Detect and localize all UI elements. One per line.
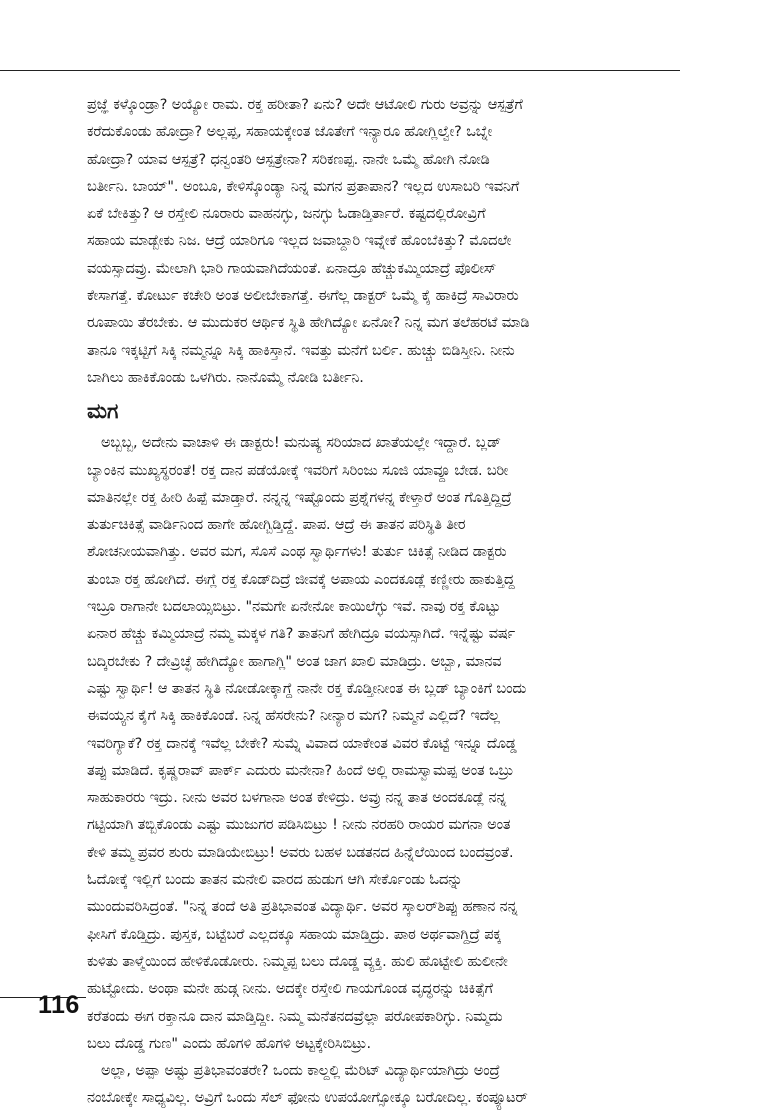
text-line: ಕರೆದುಕೊಂಡು ಹೋದ್ರಾ? ಅಲ್ಲಪ್ಪ, ಸಹಾಯಕ್ಕೇಂತ ಜೊತೇಗೆ ಇನ್ಯಾರೂ ಹೋಗ್ಲಿಲ್ವೇ? ಒಬ್ನೇ bbox=[87, 124, 493, 141]
text-line: ಬಲು ದೊಡ್ಡ ಗುಣ" ಎಂದು ಹೊಗಳಿ ಹೊಗಳಿ ಅಟ್ಟಕ್ಕೇರಿಸಿಬಿಟ್ರು. bbox=[87, 1035, 371, 1052]
text-line: ಅಲ್ಲಾ, ಅಪ್ಪಾ ಅಷ್ಟು ಪ್ರತಿಭಾವಂತರೇ? ಒಂದು ಕಾಲ್ದಲ್ಲಿ ಮೆರಿಟ್ ವಿದ್ಯಾರ್ಥಿಯಾಗಿದ್ರು ಅಂದ್ರೆ bbox=[101, 1063, 500, 1080]
text-line: ಗಟ್ಟಿಯಾಗಿ ತಬ್ಬಿಕೊಂಡು ಎಷ್ಟು ಮುಜುಗರ ಪಡಿಸಿಬಿಟ್ರು ! ನೀನು ನರಹರಿ ರಾಯರ ಮಗನಾ ಅಂತ bbox=[87, 817, 511, 834]
text-line: ಮಾತಿನಲ್ಲೇ ರಕ್ತ ಹೀರಿ ಹಿಪ್ಪೆ ಮಾಡ್ತಾರೆ. ನನ್ನನ್ನ ಇಷ್ಟೊಂದು ಪ್ರಶ್ನೆಗಳನ್ನ ಕೇಳ್ತಾರೆ ಅಂತ ಗೊತ್ತಿದ್ದಿದ್ರೆ bbox=[87, 489, 512, 506]
text-line: ಏನಾರ ಹೆಚ್ಚು ಕಮ್ಮಿಯಾದ್ರೆ ನಮ್ಮ ಮಕ್ಕಳ ಗತಿ? ತಾತನಿಗೆ ಹೇಗಿದ್ರೂ ವಯಸ್ಸಾಗಿದೆ. ಇನ್ನೆಷ್ಟು ವರ್ಷ bbox=[87, 626, 516, 643]
text-line: ಇಬ್ರೂ ರಾಗಾನೇ ಬದಲಾಯ್ಸಿಬಿಟ್ರು. "ನಮಗೇ ಏನೇನೋ ಕಾಯಿಲೆಗ್ಳು ಇವೆ. ನಾವು ರಕ್ತ ಕೊಟ್ಟು bbox=[87, 599, 501, 616]
text-line: ಬಾಗಿಲು ಹಾಕಿಕೊಂಡು ಒಳಗಿರು. ನಾನೊಮ್ಮೆ ನೋಡಿ ಬರ್ತೀನಿ. bbox=[87, 369, 364, 386]
text-line: ತಪ್ಪು ಮಾಡಿದೆ. ಕೃಷ್ಣರಾವ್ ಪಾರ್ಕ್ ಎದುರು ಮನೇನಾ? ಹಿಂದೆ ಅಲ್ಲಿ ರಾಮಸ್ವಾಮಪ್ಪ ಅಂತ ಒಬ್ರು bbox=[87, 762, 514, 779]
header-rule bbox=[0, 70, 680, 71]
text-line: ರೂಪಾಯಿ ತೆರಬೇಕು. ಆ ಮುದುಕರ ಆರ್ಥಿಕ ಸ್ಥಿತಿ ಹೇಗಿದ್ಯೋ ಏನೋ? ನಿನ್ನ ಮಗ ತಲೆಹರಟೆ ಮಾಡಿ bbox=[87, 315, 530, 332]
text-line: ಕರೆತಂದು ಈಗ ರಕ್ತಾನೂ ದಾನ ಮಾಡ್ತಿದ್ದೀ. ನಿಮ್ಮ ಮನೆತನದವ್ರೆಲ್ಲಾ ಪರೋಪಕಾರಿಗ್ಳು. ನಿಮ್ಮದು bbox=[87, 1008, 503, 1025]
text-line: ಫೀಸಿಗೆ ಕೊಡ್ತಿದ್ರು. ಪುಸ್ತಕ, ಬಟ್ಟೆಬರೆ ಎಲ್ಲದಕ್ಕೂ ಸಹಾಯ ಮಾಡ್ತಿದ್ರು. ಪಾಠ ಅರ್ಥವಾಗ್ದಿದ್ರೆ ಪಕ್ಕ bbox=[87, 926, 502, 943]
text-line: ತಾನೂ ಇಕ್ಕಟ್ಟಿಗೆ ಸಿಕ್ಕಿ ನಮ್ಮನ್ನೂ ಸಿಕ್ಕಿ ಹಾಕಿಸ್ತಾನೆ. ಇವತ್ತು ಮನೆಗೆ ಬರ್ಲಿ. ಹುಚ್ಚು ಬಿಡಿಸ್ತೀನಿ. ನೀನು bbox=[87, 342, 515, 359]
paragraph-2 bbox=[87, 430, 670, 1058]
text-line: ಹುಟ್ಟೋದು. ಅಂಥಾ ಮನೇ ಹುಡ್ಗ ನೀನು. ಅದಕ್ಕೇ ರಸ್ತೇಲಿ ಗಾಯಗೊಂಡ ವೃದ್ಧರನ್ನು ಚಿಕಿತ್ಸೆಗೆ bbox=[87, 981, 493, 998]
text-line: ತುಂಬಾ ರಕ್ತ ಹೋಗಿದೆ. ಈಗ್ಲೆ ರಕ್ತ ಕೊಡ್‌ದಿದ್ರೆ ಜೀವಕ್ಕೆ ಅಪಾಯ ಎಂದಕೂಡ್ಲೆ ಕಣ್ಣೀರು ಹಾಕುತ್ತಿದ್ದ bbox=[87, 571, 515, 588]
text-line: ನಂಬೋಕ್ಕೇ ಸಾಧ್ಯವಿಲ್ಲ. ಅವ್ರಿಗೆ ಒಂದು ಸೆಲ್ ಫೋನು ಉಪಯೋಗ್ಸೋಕ್ಕೂ ಬರೋದಿಲ್ಲ. ಕಂಪ್ಯೂಟರ್ bbox=[87, 1090, 528, 1107]
paragraph-1 bbox=[87, 92, 670, 392]
page-body bbox=[87, 92, 670, 1113]
text-line: ಹೋದ್ರಾ? ಯಾವ ಆಸ್ಪತ್ರೆ? ಧನ್ವಂತರಿ ಆಸ್ಪತ್ರೇನಾ? ಸರಿಕಣಪ್ಪ. ನಾನೇ ಒಮ್ಮೆ ಹೋಗಿ ನೋಡಿ bbox=[87, 151, 490, 168]
text-line: ಮುಂದುವರಿಸಿದ್ರಂತೆ. "ನಿನ್ನ ತಂದೆ ಅತಿ ಪ್ರತಿಭಾವಂತ ವಿದ್ಯಾರ್ಥಿ. ಅವರ ಸ್ಕಾಲರ್‌ಶಿಪ್ಪು ಹಣಾನ ನನ್ನ bbox=[87, 899, 518, 916]
text-line: ಬ್ಯಾಂಕಿನ ಮುಖ್ಯಸ್ಥರಂತೆ! ರಕ್ತ ದಾನ ಪಡೆಯೋಕ್ಕೆ ಇವರಿಗೆ ಸಿರಿಂಜು ಸೂಜಿ ಯಾವ್ದೂ ಬೇಡ. ಬರೀ bbox=[87, 462, 509, 479]
text-line: ಪ್ರಜ್ಞೆ ಕಳ್ಕೊಂಡ್ರಾ? ಅಯ್ಯೋ ರಾಮ. ರಕ್ತ ಹರೀತಾ? ಏನು? ಅದೇ ಆಟೋಲಿ ಗುರು ಅವ್ರನ್ನು ಆಸ್ಪತ್ರೆಗೆ bbox=[87, 97, 523, 113]
text-line: ಬರ್ತೀನಿ. ಬಾಯ್". ಅಂಬೂ, ಕೇಳಿಸ್ಕೊಂಡ್ಯಾ ನಿನ್ನ ಮಗನ ಪ್ರತಾಪಾನ? ಇಲ್ಲದ ಉಸಾಬರಿ ಇವನಿಗೆ bbox=[87, 178, 520, 195]
page-number: 116 bbox=[38, 991, 80, 1019]
text-line: ಕೇಳಿ ತಮ್ಮ ಪ್ರವರ ಶುರು ಮಾಡಿಯೇಬಿಟ್ರು! ಅವರು ಬಹಳ ಬಡತನದ ಹಿನ್ನೆಲೆಯಿಂದ ಬಂದವ್ರಂತೆ. bbox=[87, 844, 514, 861]
text-line: ಏಕೆ ಬೇಕಿತ್ತು? ಆ ರಸ್ತೇಲಿ ನೂರಾರು ವಾಹನಗ್ಳು, ಜನಗ್ಳು ಓಡಾಡ್ತಿರ್ತಾರೆ. ಕಷ್ಟದಲ್ಲಿರೋವ್ರಿಗೆ bbox=[87, 206, 486, 223]
text-line: ಇವರಿಗ್ಯಾಕೆ? ರಕ್ತ ದಾನಕ್ಕೆ ಇವೆಲ್ಲ ಬೇಕೇ? ಸುಮ್ನೆ ವಿವಾದ ಯಾಕೇಂತ ವಿವರ ಕೊಟ್ಟೆ ಇನ್ನೂ ದೊಡ್ಡ bbox=[87, 735, 517, 752]
text-line: ಕುಳಿತು ತಾಳ್ಮೆಯಿಂದ ಹೇಳಿಕೊಡೋರು. ನಿಮ್ಮಪ್ಪ ಬಲು ದೊಡ್ಡ ವ್ಯಕ್ತಿ. ಹುಲಿ ಹೊಟ್ಟೇಲಿ ಹುಲೀನೇ bbox=[87, 953, 508, 970]
text-line: ಓದೋಕ್ಕೆ ಇಲ್ಲಿಗೆ ಬಂದು ತಾತನ ಮನೇಲಿ ವಾರದ ಹುಡುಗ ಆಗಿ ಸೇರ್ಕೊಂಡು ಓದನ್ನು bbox=[87, 872, 463, 889]
text-line: ಶೋಚನೀಯವಾಗಿತ್ತು. ಅವರ ಮಗ, ಸೊಸೆ ಎಂಥ ಸ್ವಾರ್ಥಿಗಳು! ತುರ್ತು ಚಿಕಿತ್ಸೆ ನೀಡಿದ ಡಾಕ್ಟರು bbox=[87, 544, 507, 561]
text-line: ಕೇಸಾಗತ್ತೆ. ಕೋರ್ಟು ಕಚೇರಿ ಅಂತ ಅಲೀಬೇಕಾಗತ್ತೆ. ಈಗೆಲ್ಲ ಡಾಕ್ಟರ್ ಒಮ್ಮೆ ಕೈ ಹಾಕಿದ್ರೆ ಸಾವಿರಾರು bbox=[87, 288, 519, 305]
text-line: ವಯಸ್ಸಾದವ್ರು. ಮೇಲಾಗಿ ಭಾರಿ ಗಾಯವಾಗಿದೆಯಂತೆ. ಏನಾದ್ರೂ ಹೆಚ್ಚುಕಮ್ಮಿಯಾದ್ರೆ ಪೊಲೀಸ್ bbox=[87, 260, 497, 277]
text-line: ಸಹಾಯ ಮಾಡ್ಬೇಕು ನಿಜ. ಆದ್ರೆ ಯಾರಿಗೂ ಇಲ್ಲದ ಜವಾಬ್ದಾರಿ ಇವ್ನೇಕೆ ಹೊಂಬೆಕಿತ್ತು? ಮೊದಲೇ bbox=[87, 233, 512, 250]
text-line: ಎಷ್ಟು ಸ್ವಾರ್ಥಿ! ಆ ತಾತನ ಸ್ಥಿತಿ ನೋಡೋಕ್ಕಾಗ್ದೆ ನಾನೇ ರಕ್ತ ಕೊಡ್ತೀನೀಂತ ಈ ಬ್ಲಡ್ ಬ್ಯಾಂಕಿಗೆ ಬಂದು bbox=[87, 680, 527, 697]
text-line: ಬದ್ಕಿರಬೇಕು ? ದೇವ್ರಿಚ್ಛೆ ಹೇಗಿದ್ಯೋ ಹಾಗಾಗ್ಲಿ" ಅಂತ ಜಾಗ ಖಾಲಿ ಮಾಡಿದ್ರು. ಅಬ್ಬಾ, ಮಾನವ bbox=[87, 653, 502, 670]
paragraph-3 bbox=[87, 1058, 670, 1113]
text-line: ಸಾಹುಕಾರರು ಇದ್ರು. ನೀನು ಅವರ ಬಳಗಾನಾ ಅಂತ ಕೇಳಿದ್ರು. ಅವ್ರು ನನ್ನ ತಾತ ಅಂದಕೂಡ್ಲೆ ನನ್ನ bbox=[87, 790, 507, 807]
section-heading: ಮಗ bbox=[87, 399, 119, 424]
text-line: ಅಬ್ಬಬ್ಬ, ಅದೇನು ವಾಚಾಳಿ ಈ ಡಾಕ್ಟರು! ಮನುಷ್ಯ ಸರಿಯಾದ ಖಾತೆಯಲ್ಲೇ ಇದ್ದಾರೆ. ಬ್ಲಡ್ bbox=[101, 435, 501, 452]
text-line: ತುರ್ತುಚಿಕಿತ್ಸೆ ವಾರ್ಡಿನಿಂದ ಹಾಗೇ ಹೋಗ್ಬಿಡ್ತಿದ್ದೆ. ಪಾಪ. ಆದ್ರೆ ಈ ತಾತನ ಪರಿಸ್ಥಿತಿ ತೀರ bbox=[87, 517, 466, 534]
text-line: ಈವಯ್ಯನ ಕೈಗೆ ಸಿಕ್ಕಿ ಹಾಕಿಕೊಂಡೆ. ನಿನ್ನ ಹೆಸರೇನು? ನೀನ್ಯಾರ ಮಗ? ನಿಮ್ಮನೆ ಎಲ್ಲಿದೆ? ಇದೆಲ್ಲ bbox=[87, 708, 500, 725]
